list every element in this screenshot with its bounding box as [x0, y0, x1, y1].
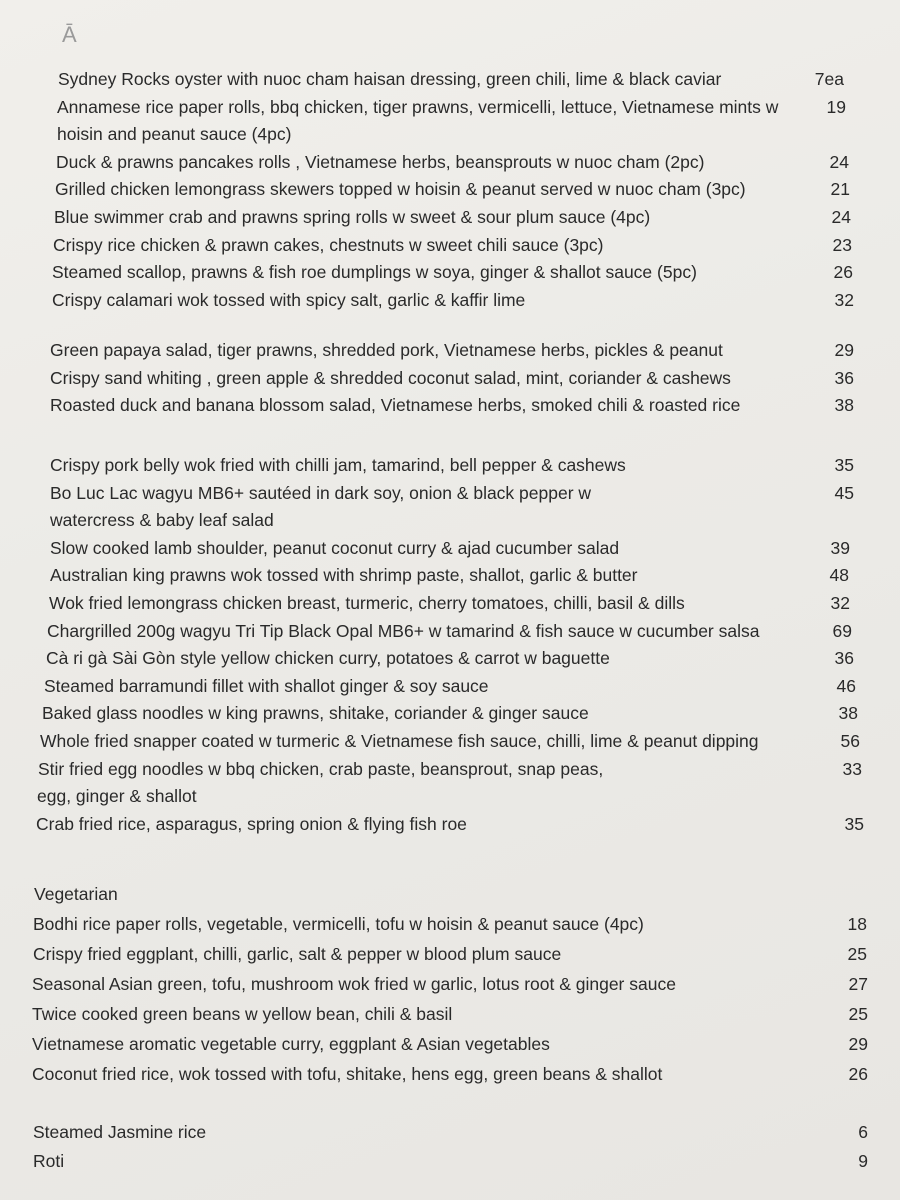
item-price: 6: [858, 1122, 868, 1142]
item-price: 36: [834, 648, 854, 669]
item-desc: watercress & baby leaf salad: [50, 510, 274, 531]
item-desc: Roasted duck and banana blossom salad, Vietnamese herbs, smoked chili & roasted rice: [50, 395, 741, 416]
item-price: 29: [848, 1034, 868, 1054]
menu-item: [0, 1029, 900, 1059]
item-desc: Bo Luc Lac wagyu MB6+ sautéed in dark soy, onion & black pepper w: [50, 482, 592, 503]
item-price: 24: [829, 151, 849, 172]
menu-item: [0, 1059, 900, 1089]
item-price: 32: [830, 592, 850, 613]
menu-item: [0, 999, 900, 1029]
item-desc: Blue swimmer crab and prawns spring rolls w sweet & sour plum sauce (4pc): [54, 206, 651, 227]
item-desc: egg, ginger & shallot: [37, 786, 197, 807]
item-desc: Slow cooked lamb shoulder, peanut coconut curry & ajad cucumber salad: [50, 537, 620, 558]
item-price: 27: [848, 974, 868, 994]
menu-item: [0, 452, 900, 480]
item-price: 36: [834, 367, 854, 388]
vegetarian-heading: [0, 880, 900, 909]
item-desc: Crispy rice chicken & prawn cakes, chestnuts w sweet chili sauce (3pc): [53, 234, 604, 255]
menu-item: [0, 507, 900, 535]
item-desc: Coconut fried rice, wok tossed with tofu, shitake, hens egg, green beans & shallot: [32, 1064, 663, 1084]
item-price: 39: [830, 537, 850, 558]
menu-item: [0, 121, 900, 149]
item-desc: Chargrilled 200g wagyu Tri Tip Black Opal MB6+ w tamarind & fish sauce w cucumber salsa: [47, 620, 760, 641]
section-heading: Vegetarian: [34, 884, 118, 904]
item-desc: Crispy fried eggplant, chilli, garlic, salt & pepper w blood plum sauce: [33, 944, 562, 964]
item-desc: Sydney Rocks oyster with nuoc cham haisan dressing, green chili, lime & black caviar: [58, 69, 722, 89]
menu-item: [0, 66, 900, 94]
item-price: 23: [832, 234, 852, 255]
item-price: 46: [836, 675, 856, 696]
menu-item: [0, 287, 900, 315]
menu-item: [0, 149, 900, 177]
menu-item: [0, 673, 900, 701]
item-price: 69: [832, 620, 852, 641]
menu-item: [0, 728, 900, 756]
item-price: 32: [834, 289, 854, 310]
item-price: 35: [844, 813, 864, 834]
item-desc: Stir fried egg noodles w bbq chicken, crab paste, beansprout, snap peas,: [38, 758, 604, 779]
menu-item: [0, 232, 900, 260]
item-desc: Roti: [33, 1151, 65, 1171]
item-price: 29: [834, 340, 854, 360]
menu-item: [0, 535, 900, 563]
item-desc: Crispy pork belly wok fried with chilli jam, tamarind, bell pepper & cashews: [50, 455, 626, 475]
mains-section: [0, 452, 900, 838]
menu-item: [0, 259, 900, 287]
menu-item: [0, 969, 900, 999]
salads-section: [0, 337, 900, 420]
item-price: 38: [838, 703, 858, 724]
menu-item: [0, 480, 900, 508]
item-desc: Seasonal Asian green, tofu, mushroom wok fried w garlic, lotus root & ginger sauce: [32, 974, 676, 994]
header-mark: Ā: [62, 22, 77, 47]
menu-item: [0, 783, 900, 811]
item-price: 45: [834, 482, 854, 503]
item-price: 7ea: [814, 69, 844, 89]
item-price: 26: [848, 1064, 868, 1084]
menu-item: [0, 204, 900, 232]
menu-item: [0, 1118, 900, 1147]
item-desc: Duck & prawns pancakes rolls , Vietnamese herbs, beansprouts w nuoc cham (2pc): [56, 151, 705, 172]
menu-item: [0, 909, 900, 939]
vegetarian-section: [0, 880, 900, 1089]
menu-item: [0, 590, 900, 618]
menu-item: [0, 562, 900, 590]
item-price: 24: [831, 206, 851, 227]
item-desc: Green papaya salad, tiger prawns, shredded pork, Vietnamese herbs, pickles & peanut: [50, 340, 723, 360]
menu-item: [0, 392, 900, 420]
item-price: 35: [834, 455, 854, 475]
item-desc: Bodhi rice paper rolls, vegetable, vermicelli, tofu w hoisin & peanut sauce (4pc): [33, 914, 644, 934]
item-price: 25: [847, 944, 867, 964]
menu-item: [0, 756, 900, 784]
item-desc: hoisin and peanut sauce (4pc): [57, 124, 292, 145]
item-desc: Crispy sand whiting , green apple & shredded coconut salad, mint, coriander & cashews: [50, 367, 731, 388]
menu-item: [0, 811, 900, 839]
item-desc: Steamed barramundi fillet with shallot ginger & soy sauce: [44, 675, 489, 696]
item-price: 25: [848, 1004, 868, 1024]
item-price: 33: [842, 758, 862, 779]
item-price: 56: [840, 730, 860, 751]
item-desc: Steamed scallop, prawns & fish roe dumplings w soya, ginger & shallot sauce (5pc): [52, 262, 697, 283]
item-desc: Grilled chicken lemongrass skewers topped w hoisin & peanut served w nuoc cham (3pc): [55, 179, 746, 200]
item-desc: Twice cooked green beans w yellow bean, chili & basil: [32, 1004, 453, 1024]
menu-item: [0, 700, 900, 728]
menu-item: [0, 1147, 900, 1176]
item-price: 38: [834, 395, 854, 416]
menu-item: [0, 645, 900, 673]
item-desc: Crispy calamari wok tossed with spicy salt, garlic & kaffir lime: [52, 289, 526, 310]
item-price: 26: [833, 262, 853, 283]
sides-section: [0, 1118, 900, 1176]
item-desc: Cà ri gà Sài Gòn style yellow chicken curry, potatoes & carrot w baguette: [46, 648, 610, 669]
item-price: 19: [826, 96, 846, 117]
item-price: 48: [829, 565, 849, 586]
item-desc: Annamese rice paper rolls, bbq chicken, tiger prawns, vermicelli, lettuce, Vietnamese mints w: [57, 96, 779, 117]
item-desc: Wok fried lemongrass chicken breast, turmeric, cherry tomatoes, chilli, basil & dills: [49, 592, 685, 613]
item-price: 18: [847, 914, 867, 934]
item-desc: Crab fried rice, asparagus, spring onion & flying fish roe: [36, 813, 467, 834]
menu-item: [0, 365, 900, 393]
menu-item: [0, 618, 900, 646]
menu-item: [0, 337, 900, 365]
item-price: 9: [858, 1151, 868, 1171]
item-desc: Steamed Jasmine rice: [33, 1122, 207, 1142]
menu-item: [0, 176, 900, 204]
item-desc: Vietnamese aromatic vegetable curry, eggplant & Asian vegetables: [32, 1034, 550, 1054]
item-desc: Whole fried snapper coated w turmeric & Vietnamese fish sauce, chilli, lime & peanut dipping: [40, 730, 759, 751]
menu-item: [0, 94, 900, 122]
item-desc: Baked glass noodles w king prawns, shitake, coriander & ginger sauce: [42, 703, 589, 724]
item-price: 21: [830, 179, 850, 200]
starters-section: [0, 66, 900, 314]
menu-item: [0, 939, 900, 969]
item-desc: Australian king prawns wok tossed with shrimp paste, shallot, garlic & butter: [50, 565, 638, 586]
